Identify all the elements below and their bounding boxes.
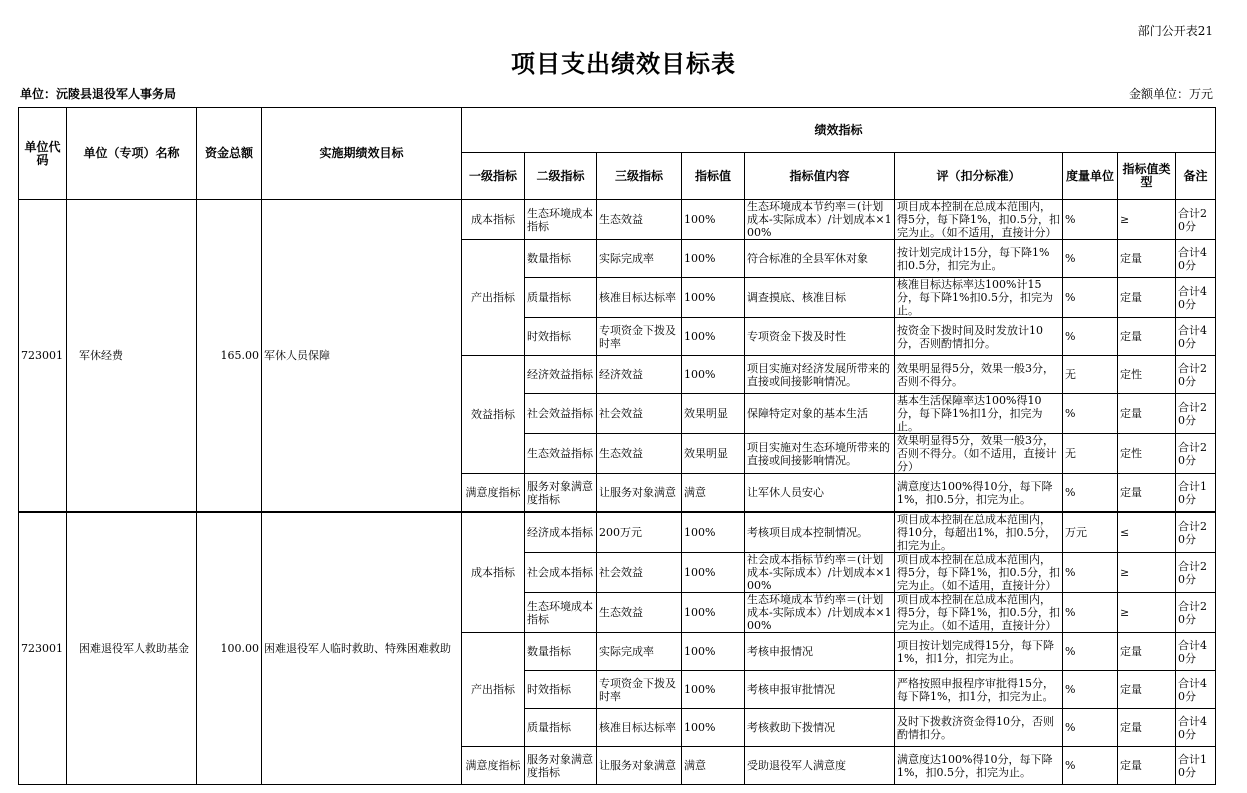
cell-level3: 实际完成率 [597,633,682,671]
cell-content: 考核申报审批情况 [745,671,895,709]
cell-measure-unit: % [1063,671,1118,709]
unit-label: 单位：沅陵县退役军人事务局 [20,87,177,101]
cell-level3: 让服务对象满意 [597,747,682,785]
cell-remark: 合计20分 [1176,434,1216,474]
page-title: 项目支出绩效目标表 [511,49,736,78]
cell-value-type: 定性 [1118,434,1176,474]
cell-remark: 合计20分 [1176,512,1216,553]
performance-table [18,107,1216,785]
cell-measure-unit: % [1063,553,1118,593]
cell-remark: 合计40分 [1176,318,1216,356]
cell-level1: 满意度指标 [462,747,525,785]
cell-level2: 质量指标 [525,278,597,318]
col-measure-unit: 度量单位 [1063,153,1118,200]
col-unit-code: 单位代码 [19,108,67,200]
cell-goal: 军休人员保障 [262,200,462,513]
table-code: 部门公开表21 [1137,24,1213,38]
cell-value: 100% [682,356,745,394]
cell-level3: 经济效益 [597,356,682,394]
cell-content: 符合标准的全县军休对象 [745,240,895,278]
cell-level3: 社会效益 [597,394,682,434]
cell-scoring: 项目成本控制在总成本范围内，得5分，每下降1%，扣0.5分，扣完为止。（如不适用，直接计分） [895,553,1063,593]
cell-scoring: 项目成本控制在总成本范围内，得5分，每下降1%，扣0.5分，扣完为止。（如不适用，直接计分） [895,593,1063,633]
cell-scoring: 项目按计划完成得15分，每下降1%，扣1分，扣完为止。 [895,633,1063,671]
cell-value: 100% [682,512,745,553]
cell-value-type: 定量 [1118,240,1176,278]
col-remark: 备注 [1176,153,1216,200]
cell-measure-unit: % [1063,747,1118,785]
cell-value: 100% [682,278,745,318]
cell-level3: 生态效益 [597,593,682,633]
cell-unit-code: 723001 [19,200,67,513]
cell-value-type: 定量 [1118,747,1176,785]
cell-amount: 100.00 [197,512,262,785]
cell-level1: 满意度指标 [462,474,525,513]
cell-scoring: 效果明显得5分，效果一般3分，否则不得分。（如不适用，直接计分） [895,434,1063,474]
cell-scoring: 满意度达100%得10分，每下降1%，扣0.5分，扣完为止。 [895,474,1063,513]
cell-remark: 合计20分 [1176,593,1216,633]
cell-scoring: 满意度达100%得10分，每下降1%，扣0.5分，扣完为止。 [895,747,1063,785]
cell-level3: 核准目标达标率 [597,278,682,318]
cell-level2: 社会成本指标 [525,553,597,593]
col-level2: 二级指标 [525,153,597,200]
cell-content: 考核申报情况 [745,633,895,671]
cell-value: 满意 [682,747,745,785]
cell-content: 生态环境成本节约率＝(计划成本-实际成本）/计划成本×100% [745,593,895,633]
cell-value-type: ≥ [1118,200,1176,240]
table-row [19,512,1216,553]
cell-level2: 数量指标 [525,240,597,278]
cell-value: 100% [682,240,745,278]
cell-amount: 165.00 [197,200,262,513]
cell-level1: 成本指标 [462,512,525,633]
cell-content: 社会成本指标节约率＝(计划成本-实际成本）/计划成本×100% [745,553,895,593]
cell-remark: 合计10分 [1176,474,1216,513]
cell-level2: 时效指标 [525,671,597,709]
cell-remark: 合计20分 [1176,356,1216,394]
cell-level2: 生态效益指标 [525,434,597,474]
cell-remark: 合计10分 [1176,747,1216,785]
cell-scoring: 及时下拨救济资金得10分，否则酌情扣分。 [895,709,1063,747]
cell-level3: 让服务对象满意 [597,474,682,513]
cell-remark: 合计20分 [1176,200,1216,240]
cell-value: 效果明显 [682,434,745,474]
cell-remark: 合计20分 [1176,553,1216,593]
cell-scoring: 项目成本控制在总成本范围内，得5分，每下降1%，扣0.5分，扣完为止。（如不适用，直接计分） [895,200,1063,240]
cell-value: 100% [682,553,745,593]
cell-level3: 专项资金下拨及时率 [597,318,682,356]
cell-value-type: ≥ [1118,553,1176,593]
cell-value: 满意 [682,474,745,513]
col-unit-name: 单位（专项）名称 [67,108,197,200]
cell-level2: 经济成本指标 [525,512,597,553]
cell-unit-name: 军休经费 [67,200,197,513]
money-unit-label: 金额单位：万元 [1128,87,1213,101]
cell-level2: 生态环境成本指标 [525,593,597,633]
cell-scoring: 项目成本控制在总成本范围内，得10分，每超出1%，扣0.5分，扣完为止。 [895,512,1063,553]
cell-value: 100% [682,671,745,709]
col-scoring: 评（扣分标准） [895,153,1063,200]
cell-level3: 核准目标达标率 [597,709,682,747]
cell-remark: 合计40分 [1176,671,1216,709]
cell-unit-name: 困难退役军人救助基金 [67,512,197,785]
col-indicators: 绩效指标 [462,108,1216,153]
cell-level2: 时效指标 [525,318,597,356]
col-value-type: 指标值类型 [1118,153,1176,200]
cell-measure-unit: 无 [1063,356,1118,394]
cell-scoring: 严格按照申报程序审批得15分，每下降1%，扣1分，扣完为止。 [895,671,1063,709]
cell-scoring: 效果明显得5分，效果一般3分，否则不得分。 [895,356,1063,394]
cell-value-type: 定量 [1118,474,1176,513]
cell-content: 受助退役军人满意度 [745,747,895,785]
cell-remark: 合计40分 [1176,240,1216,278]
cell-level3: 200万元 [597,512,682,553]
cell-content: 考核项目成本控制情况。 [745,512,895,553]
cell-content: 生态环境成本节约率＝(计划成本-实际成本）/计划成本×100% [745,200,895,240]
cell-level2: 质量指标 [525,709,597,747]
cell-level2: 经济效益指标 [525,356,597,394]
cell-value-type: ≤ [1118,512,1176,553]
col-level1: 一级指标 [462,153,525,200]
cell-measure-unit: % [1063,318,1118,356]
cell-content: 专项资金下拨及时性 [745,318,895,356]
cell-level1: 产出指标 [462,240,525,356]
col-value: 指标值 [682,153,745,200]
cell-measure-unit: % [1063,394,1118,434]
cell-value: 100% [682,709,745,747]
cell-value: 效果明显 [682,394,745,434]
col-goal: 实施期绩效目标 [262,108,462,200]
col-level3: 三级指标 [597,153,682,200]
cell-content: 调查摸底、核准目标 [745,278,895,318]
cell-level3: 实际完成率 [597,240,682,278]
cell-scoring: 核准目标达标率达100%计15分，每下降1%扣0.5分，扣完为止。 [895,278,1063,318]
cell-level2: 服务对象满意度指标 [525,474,597,513]
col-total: 资金总额 [197,108,262,200]
cell-unit-code: 723001 [19,512,67,785]
cell-measure-unit: % [1063,200,1118,240]
table-row [19,200,1216,240]
cell-value-type: 定性 [1118,356,1176,394]
cell-measure-unit: 无 [1063,434,1118,474]
cell-measure-unit: % [1063,474,1118,513]
cell-measure-unit: % [1063,278,1118,318]
cell-level3: 专项资金下拨及时率 [597,671,682,709]
cell-value-type: ≥ [1118,593,1176,633]
cell-value-type: 定量 [1118,709,1176,747]
cell-content: 让军休人员安心 [745,474,895,513]
cell-scoring: 按资金下拨时间及时发放计10分，否则酌情扣分。 [895,318,1063,356]
cell-content: 项目实施对生态环境所带来的直接或间接影响情况。 [745,434,895,474]
cell-scoring: 基本生活保障率达100%得10分，每下降1%扣1分，扣完为止。 [895,394,1063,434]
cell-remark: 合计40分 [1176,633,1216,671]
cell-remark: 合计20分 [1176,394,1216,434]
cell-measure-unit: % [1063,709,1118,747]
cell-content: 考核救助下拨情况 [745,709,895,747]
cell-level1: 产出指标 [462,633,525,747]
cell-measure-unit: % [1063,593,1118,633]
cell-value-type: 定量 [1118,278,1176,318]
cell-level3: 生态效益 [597,200,682,240]
cell-measure-unit: 万元 [1063,512,1118,553]
cell-measure-unit: % [1063,633,1118,671]
cell-level3: 社会效益 [597,553,682,593]
cell-scoring: 按计划完成计15分，每下降1%扣0.5分，扣完为止。 [895,240,1063,278]
cell-level2: 数量指标 [525,633,597,671]
cell-value-type: 定量 [1118,671,1176,709]
col-content: 指标值内容 [745,153,895,200]
cell-level2: 社会效益指标 [525,394,597,434]
cell-value-type: 定量 [1118,633,1176,671]
cell-content: 保障特定对象的基本生活 [745,394,895,434]
cell-level2: 服务对象满意度指标 [525,747,597,785]
cell-level2: 生态环境成本指标 [525,200,597,240]
cell-value-type: 定量 [1118,394,1176,434]
cell-value: 100% [682,633,745,671]
cell-level3: 生态效益 [597,434,682,474]
cell-remark: 合计40分 [1176,278,1216,318]
cell-remark: 合计40分 [1176,709,1216,747]
cell-value: 100% [682,318,745,356]
cell-value: 100% [682,593,745,633]
cell-level1: 效益指标 [462,356,525,474]
cell-value: 100% [682,200,745,240]
cell-content: 项目实施对经济发展所带来的直接或间接影响情况。 [745,356,895,394]
cell-measure-unit: % [1063,240,1118,278]
cell-value-type: 定量 [1118,318,1176,356]
cell-level1: 成本指标 [462,200,525,240]
cell-goal: 困难退役军人临时救助、特殊困难救助 [262,512,462,785]
